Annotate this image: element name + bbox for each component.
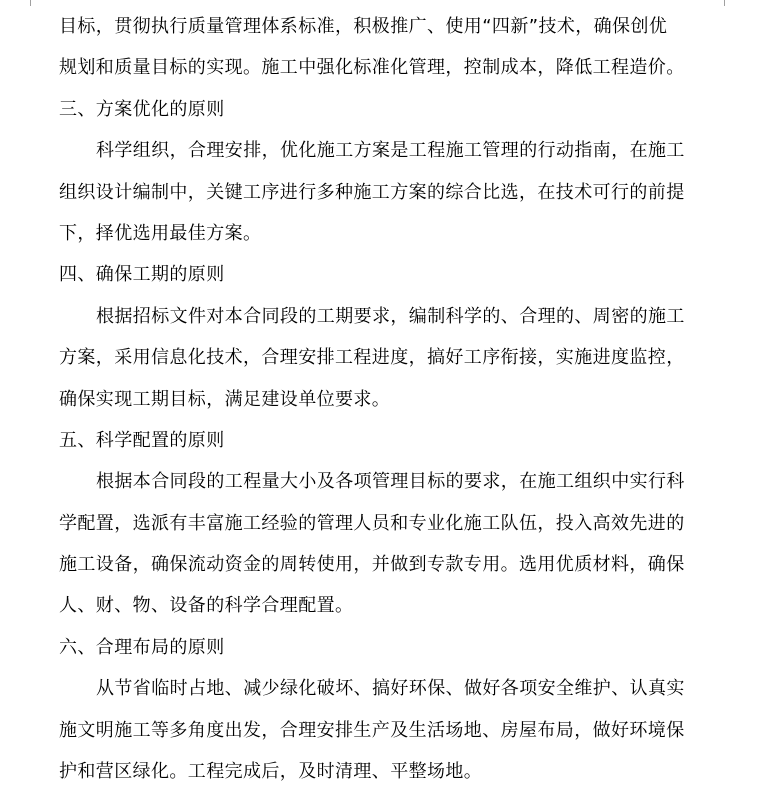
paragraph-line: 学配置，选派有丰富施工经验的管理人员和专业化施工队伍，投入高效先进的 [59,512,685,534]
paragraph-first-line: 根据招标文件对本合同段的工期要求，编制科学的、合理的、周密的施工 [96,305,685,327]
paragraph-line: 目标，贯彻执行质量管理体系标准，积极推广、使用“四新”技术，确保创优 [59,16,668,37]
paragraph-line: 组织设计编制中，关键工序进行多种施工方案的综合比选，在技术可行的前提 [59,181,685,203]
paragraph-line: 下，择优选用最佳方案。 [59,222,262,244]
paragraph-line: 方案，采用信息化技术，合理安排工程进度，搞好工序衔接，实施进度监控， [59,347,685,369]
section-heading: 五、科学配置的原则 [59,429,225,451]
paragraph-line: 规划和质量目标的实现。施工中强化标准化管理，控制成本，降低工程造价。 [59,57,685,79]
paragraph-line: 护和营区绿化。工程完成后，及时清理、平整场地。 [59,761,483,783]
section-heading: 三、方案优化的原则 [59,98,225,120]
paragraph-first-line: 从节省临时占地、减少绿化破坏、搞好环保、做好各项安全维护、认真实 [96,678,685,700]
section-heading: 六、合理布局的原则 [59,636,225,658]
paragraph-line: 确保实现工期目标，满足建设单位要求。 [59,388,391,410]
paragraph-first-line: 根据本合同段的工程量大小及各项管理目标的要求，在施工组织中实行科 [96,471,685,493]
paragraph-line: 施文明施工等多角度出发，合理安排生产及生活场地、房屋布局，做好环境保 [59,719,685,741]
corner-crop-mark-left [30,0,31,6]
paragraph-line: 人、财、物、设备的科学合理配置。 [59,595,354,617]
corner-crop-mark-right [724,0,725,6]
paragraph-first-line: 科学组织，合理安排，优化施工方案是工程施工管理的行动指南，在施工 [96,140,685,162]
paragraph-line: 施工设备，确保流动资金的周转使用，并做到专款专用。选用优质材料，确保 [59,554,685,576]
document-body[interactable] [59,6,709,792]
section-heading: 四、确保工期的原则 [59,264,225,286]
